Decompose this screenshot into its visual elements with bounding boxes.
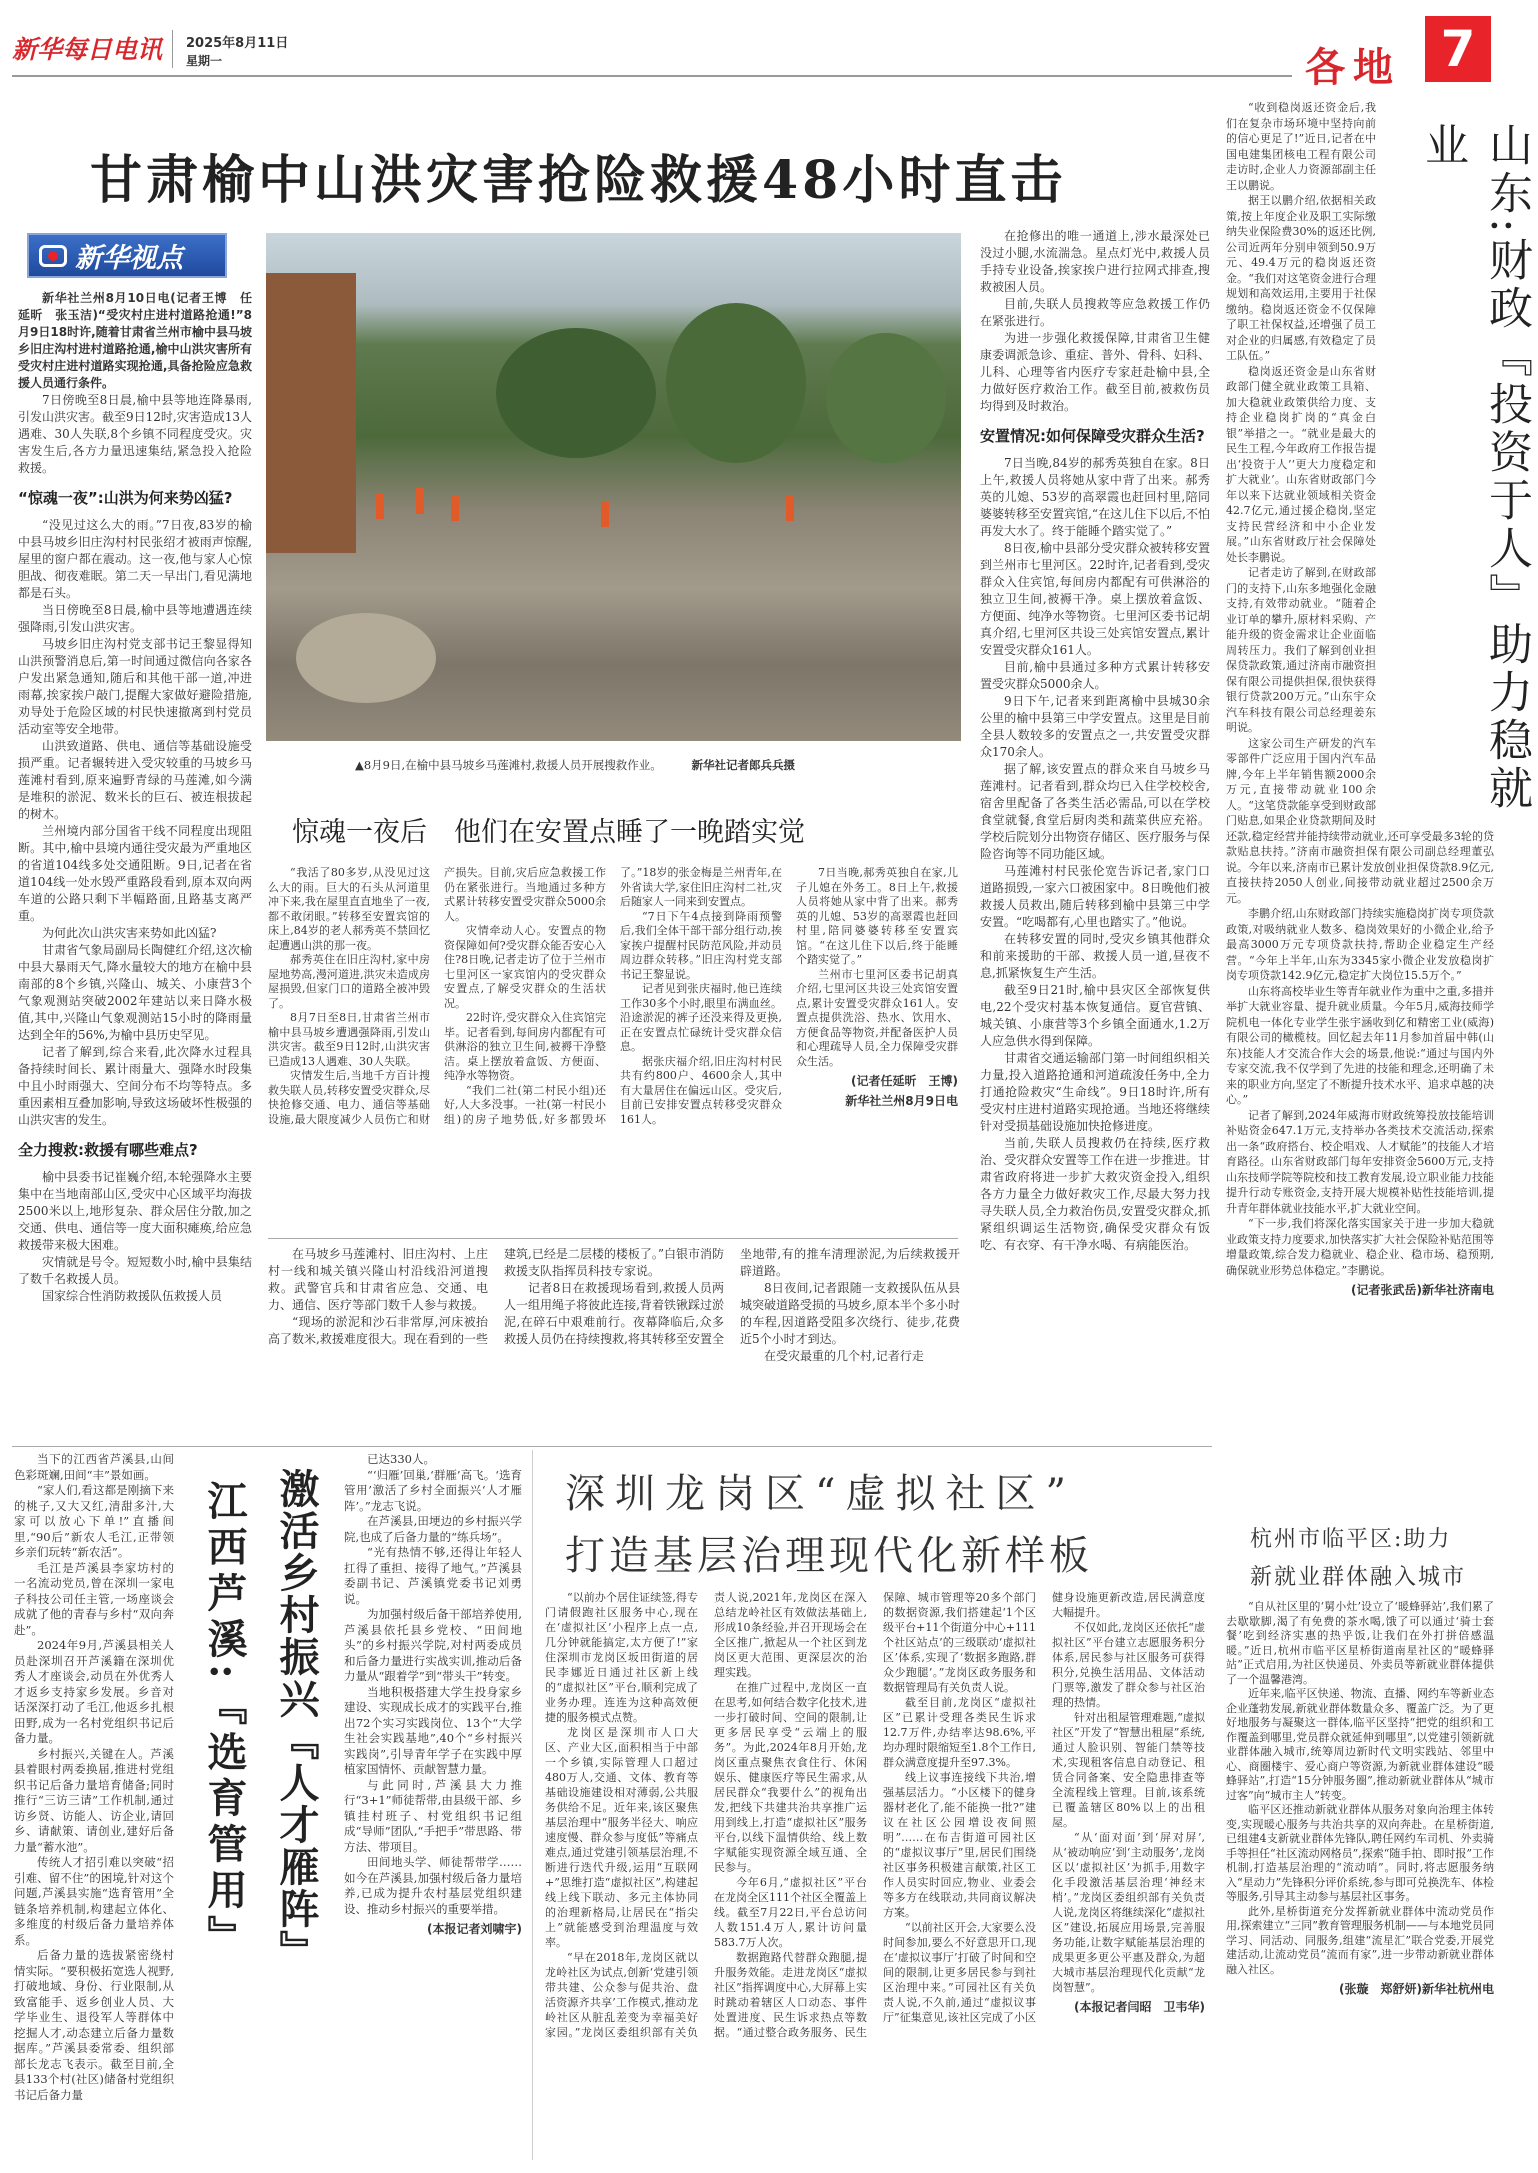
jiangxi-article-col1 xyxy=(14,1452,174,2103)
paragraph: 与此同时,芦溪县大力推行“3+1”师徒帮带,由县级干部、乡镇挂村班子、村党组织书记组成“导师”团队,“手把手”带思路、带方法、带项目。 xyxy=(344,1777,522,1854)
paragraph: 李鹏介绍,山东财政部门持续实施稳岗扩岗专项贷款政策,对吸纳就业人数多、稳岗效果好的小微企业,给予最高3000万元专项贷款扶持,帮助企业稳定生产经营。“今年上半年,山东为3345家小微企业发放稳岗扩岗专项贷款142.9亿元,稳定扩大岗位15.5万个。” xyxy=(1226,907,1494,982)
flood-rescue-photo xyxy=(266,233,961,741)
paragraph: 目前,失联人员搜救等应急救援工作仍在紧张进行。 xyxy=(980,297,1210,328)
paragraph: 为何此次山洪灾害来势如此凶猛? xyxy=(42,926,217,940)
paragraph: “以前办个居住证续签,得专门请假跑社区服务中心,现在在‘虚拟社区’小程序上点一点,几分钟就能搞定,太方便了!”家住深圳市龙岗区坂田街道的居民李娜近日通过社区新上线的“虚拟社区”平台,顺利完成了业务办理。连连为这种高效便捷的服务模式点赞。 xyxy=(545,1591,698,1724)
paragraph: 在转移安置的同时,受灾乡镇其他群众和前来援助的干部、救援人员一道,昼夜不息,抓紧恢复生产生活。 xyxy=(980,932,1210,980)
paragraph: “我活了80多岁,从没见过这么大的雨。巨大的石头从河道里冲下来,我在屋里直直地坐了一夜,都不敢闭眼。”转移至安置宾馆的床上,84岁的老人郝秀英不禁回忆起遭遇山洪的那一夜。 xyxy=(268,866,430,952)
badge-label: 新华视点 xyxy=(75,243,183,274)
paragraph: “没见过这么大的雨。”7日夜,83岁的榆中县马坡乡旧庄沟村村民张绍才被雨声惊醒,屋里的窗户都在震动。这一夜,他与家人心惊胆战、彻夜难眠。第二天一早出门,看见满地都是石头。 xyxy=(18,518,252,600)
paragraph: 8日夜间,记者跟随一支救援队伍从县城突破道路受损的马坡乡,原本半个多小时的车程,因道路受阻多次绕行、徒步,花费近5个小时才到达。 xyxy=(740,1281,960,1346)
feature-headline: 惊魂一夜后 他们在安置点睡了一晚踏实觉 xyxy=(292,817,805,848)
hangzhou-byline: (张璇 郑舒妍)新华社杭州电 xyxy=(1339,1982,1494,1996)
feature-byline: (记者任延昕 王博) xyxy=(851,1074,958,1088)
paragraph: “从‘面对面’到‘屏对屏’,从‘被动响应’到‘主动服务’,龙岗区以‘虚拟社区’为抓手,用数字化手段激活基层治理‘神经末梢’。”龙岗区委组织部有关负责人说,龙岗区将继续深化“虚拟社区”建设,拓展应用场景,完善服务功能,让数字赋能基层治理的成果更多更公平惠及群众,为超大城市基层治理现代化贡献“龙岗智慧”。 xyxy=(1052,1831,1205,1994)
paragraph: 2024年9月,芦溪县相关人员赴深圳召开芦溪籍在深圳优秀人才座谈会,动员在外优秀人才返乡支持家乡发展。乡音对话深深打动了毛江,他返乡扎根田野,成为一名村党组织书记后备力量。 xyxy=(14,1638,174,1745)
hangzhou-headline-line1: 杭州市临平区:助力 xyxy=(1250,1527,1452,1552)
paragraph: 郝秀英住在旧庄沟村,家中房屋地势高,漫河道进,洪灾未造成房屋损毁,但家门口的道路全被冲毁了。 xyxy=(268,953,430,1010)
paragraph: 近年来,临平区快递、物流、直播、网约车等新业态企业蓬勃发展,新就业群体数量众多、覆盖广泛。为了更好地服务与凝聚这一群体,临平区坚持“把党的组织和工作覆盖到哪里,党员群众就延伸到哪里”,以党建引领新就业群体融入城市,统筹周边新时代文明实践站、邻里中心、商圈楼宇、爱心商户等资源,为新就业群体建设“暖蜂驿站”,打造“15分钟服务圈”,推动新就业群体从“城市过客”向“城市主人”转变。 xyxy=(1226,1687,1494,1802)
paragraph: 7日当晚,郝秀英独自在家,儿子儿媳在外务工。8日上午,救援人员将她从家中背了出来。郝秀英的儿媳、53岁的高翠霞也赶回村里,陪同婆婆转移至安置宾馆。“在这儿住下以后,终于能睡个踏实觉了。” xyxy=(796,866,958,966)
jiangxi-title-line1: 江西芦溪:『选育管用』 xyxy=(201,1480,248,1961)
paragraph: 灾情发生后,当地千方百计搜救失联人员,转移安置受灾群众,尽快抢修交通、电力、通信等基础设施,最大限度减少人员伤亡和财产损失。目前,灾后应急救援工作仍在紧张进行。当地通过多种方式累计转移安置受灾群众5000余人。 xyxy=(268,866,606,1126)
jiangxi-article-col2 xyxy=(344,1452,522,1937)
paragraph: 这家公司生产研发的汽车零部件广泛应用于国内汽车品牌,今年上半年销售额2000余万元,直接带动就业100余人。“这笔贷款能享受到财政部门贴息,如果企业贷款期间及时还款,稳定经营并能持续带动就业,还可享受最多3轮的贷款贴息扶持。”济南市融资担保有限公司副总经理董弘说。今年以来,济南市已累计发放创业担保贷款8.9亿元,直接扶持2050人创业,间接带动就业超过2500余万元。 xyxy=(1226,736,1494,905)
paragraph: 截至9日21时,榆中县灾区全部恢复供电,22个受灾村基本恢复通信。夏官营镇、城关镇、小康营等3个乡镇全面通水,1.2万人应急供水得到保障。 xyxy=(980,983,1210,1048)
paragraph: 此外,星桥街道充分发挥新就业群体中流动党员作用,探索建立“三同”教育管理服务机制——与本地党员同学习、同活动、同服务,组建“流星汇”联合党委,开展党建活动,让流动党员“流而有家”,进一步带动新就业群体融入社区。 xyxy=(1226,1904,1494,1976)
page-number: 7 xyxy=(1440,20,1476,78)
paragraph: 已达330人。 xyxy=(367,1452,435,1466)
paragraph: 据张庆福介绍,旧庄沟村村民共有约800户、4600余人,其中有大量居住在偏远山区。受灾后,目前已安排安置点转移受灾群众161人。 xyxy=(620,1054,782,1126)
paragraph: 乡村振兴,关键在人。芦溪县着眼村两委换届,推进村党组织书记后备力量培育储备;同时推行“三访三请”工作机制,通过访乡贤、访能人、访企业,请回乡、请献策、请创业,建好后备力量“蓄水池”。 xyxy=(14,1746,174,1854)
shandong-byline: (记者张武岳)新华社济南电 xyxy=(1351,1283,1494,1297)
paragraph: 8日夜,榆中县部分受灾群众被转移安置到兰州市七里河区。22时许,记者看到,受灾群众入住宾馆,每间房内都配有可供淋浴的独立卫生间,被褥干净。桌上摆放着盒饭、方便面、纯净水等物资。七里河区委书记胡真介绍,七里河区共设三处宾馆安置点,累计安置受灾群众161人。 xyxy=(980,541,1210,657)
paragraph: 灾情牵动人心。安置点的物资保障如何?受灾群众能否安心入住?8日晚,记者走访了位于兰州市七里河区一家宾馆内的受灾群众安置点,了解受灾群众的生活状况。 xyxy=(444,924,606,1010)
photo-caption xyxy=(355,757,795,773)
paragraph: 临平区还推动新就业群体从服务对象向治理主体转变,实现暖心服务与共治共享的双向奔赴。在星桥街道,已组建4支新就业群体先锋队,聘任网约车司机、外卖骑手等担任“社区流动网格员”,探索“随手拍、即时报”工作机制,打造基层治理的“流动哨”。同时,将志愿服务纳入“星动力”先锋积分评价系统,参与即可兑换洗车、体检等服务,引导其主动参与基层社区事务。 xyxy=(1226,1803,1494,1903)
paragraph: 为加强村级后备干部培养使用,芦溪县依托县乡党校、“田间地头”的乡村振兴学院,对村两委成员和后备力量进行实战实训,推动后备力量从“跟着学”到“带头干”转变。 xyxy=(344,1607,522,1683)
paragraph: “家人们,看这都是刚摘下来的桃子,又大又红,清甜多汁,大家可以放心下单!”直播间里,“90后”新农人毛江,正带领乡亲们玩转“新农活”。 xyxy=(14,1483,174,1559)
date-divider xyxy=(172,30,173,68)
paragraph: 为进一步强化救援保障,甘肃省卫生健康委调派急诊、重症、普外、骨科、妇科、儿科、心理等省内医疗专家赶赴榆中县,全力做好医疗救治工作。截至目前,被救伤员均得到及时救治。 xyxy=(980,331,1210,413)
shenzhen-byline: (本报记者闫昭 卫韦华) xyxy=(1074,2000,1205,2014)
paragraph: “现场的淤泥和沙石非常厚,河床被抬高了数米,救援难度很大。现在看到的一些建筑,已经是二层楼的楼板了。”白银市消防救援支队指挥员科技专家说。 xyxy=(268,1247,724,1346)
main-article-right-column xyxy=(980,228,1210,1254)
main-article-left-column xyxy=(18,290,252,1305)
main-headline: 甘肃榆中山洪灾害抢险救援48小时直击 xyxy=(90,150,1067,211)
paragraph: 国家综合性消防救援队伍救援人员 xyxy=(42,1289,223,1303)
paragraph: 甘肃省交通运输部门第一时间组织相关力量,投入道路抢通和河道疏浚任务中,全力打通抢险救灾“生命线”。9日18时许,所有受灾村庄进村道路实现抢通。当地还将继续针对受损基础设施加快抢修进度。 xyxy=(980,1051,1210,1133)
paragraph: 当前,失联人员搜救仍在持续,医疗救治、受灾群众安置等工作在进一步推进。甘肃省政府将进一步扩大救灾资金投入,组织各方力量全力做好救灾工作,尽最大努力找寻失联人员,全力救治伤员,安置受灾群众,抓紧组织调运生活物资,确保受灾群众有饭吃、有衣穿、有干净水喝、有病能医治。 xyxy=(980,1136,1210,1252)
paragraph: 兰州市七里河区委书记胡真介绍,七里河区共设三处宾馆安置点,累计安置受灾群众161人。安置点提供洗浴、热水、饮用水、方便食品等物资,并配备医护人员和心理疏导人员,全力保障受灾群众生活。 xyxy=(796,967,958,1068)
newspaper-logo: 新华每日电讯 xyxy=(12,35,163,64)
paragraph: “收到稳岗返还资金后,我们在复杂市场环境中坚持向前的信心更足了!”近日,记者在中国电建集团核电工程有限公司走访时,企业人力资源部副主任王以鹏说。 xyxy=(1226,101,1376,192)
page-number-box xyxy=(1425,16,1491,82)
paragraph: 在抢修出的唯一通道上,涉水最深处已没过小腿,水流湍急。星点灯光中,救援人员手持专业设备,挨家挨户进行拉网式排查,搜救被困人员。 xyxy=(980,229,1210,294)
paragraph: 毛江是芦溪县李家坊村的一名流动党员,曾在深圳一家电子科技公司任主管,一场座谈会成就了他的青春与乡村“双向奔赴”。 xyxy=(14,1560,174,1637)
paragraph: 9日下午,记者来到距离榆中县城30余公里的榆中县第三中学安置点。这里是目前全县人数较多的安置点之一,共安置受灾群众170余人。 xyxy=(980,694,1210,759)
shandong-headline: 山东:财政『投资于人』助力稳就业 xyxy=(1417,122,1532,813)
paragraph: “以前社区开会,大家要么没时间参加,要么不好意思开口,现在‘虚拟议事厅’打破了时间和空间的限制,让更多居民参与到社区治理中来。”可园社区有关负责人说,不久前,通过“虚拟议事厅”征集意见,该社区完成了小区健身设施更新改造,居民满意度大幅提升。 xyxy=(883,1591,1205,2024)
hangzhou-headline-line2: 新就业群体融入城市 xyxy=(1250,1565,1467,1590)
paragraph: 稳岗返还资金是山东省财政部门健全就业政策工具箱、加大稳就业政策供给力度、支持企业稳岗扩岗的“真金白银”举措之一。“就业是最大的民生工程,今年政府工作报告提出‘投资于人’‘更大力度稳定和扩大就业’。山东省财政部门今年以来下达就业领域相关资金42.7亿元,通过援企稳岗,坚定支持民营经济和中小企业发展。”山东省财政厅社会保障处处长李鹏说。 xyxy=(1226,364,1376,564)
paragraph: 线上议事连接线下共治,增强基层活力。“小区楼下的健身器材老化了,能不能换一批?”建议在社区公园增设夜间照明”……在布吉街道可园社区的“虚拟议事厅”里,居民们围绕社区事务积极建言献策,社区工作人员实时回应,物业、业委会等多方在线联动,共同商议解决方案。 xyxy=(883,1771,1036,1919)
caption-text: ▲8月9日,在榆中县马坡乡马莲滩村,救援人员开展搜救作业。 xyxy=(355,758,662,772)
issue-date: 2025年8月11日 xyxy=(186,36,289,51)
paragraph: 8月7日至8日,甘肃省兰州市榆中县马坡乡遭遇强降雨,引发山洪灾害。截至9日12时,山洪灾害已造成13人遇难、30人失联。 xyxy=(268,1011,430,1068)
paragraph: 记者8日在救援现场看到,救援人员两人一组用绳子将彼此连接,背着铁锹踩过淤泥,在碎石中艰难前行。夜幕降临后,众多救援人员仍在持续搜救,将其转移至安置全坐地带,有的推车清理淤泥,为后续救援开辟道路。 xyxy=(504,1247,960,1346)
paragraph: 甘肃省气象局副局长陶健红介绍,这次榆中县大暴雨天气,降水量较大的地方在榆中县南部的8个乡镇,兴隆山、城关、小康营3个气象观测站突破2002年建站以来日降水极值,其中,兴隆山气象观测站15小时的降雨量达到全年的56%,为榆中县历史罕见。 xyxy=(18,943,252,1042)
paragraph: “我们二社(第二村民小组)还好,人大多没事。一社(第一村民小组)的房子地势低,好多都毁坏了。”18岁的张金梅是兰州青年,在外省读大学,家住旧庄沟村二社,灾后随家人一同来到安置点。 xyxy=(444,866,782,1126)
paragraph: 截至目前,龙岗区“虚拟社区”已累计受理各类民生诉求12.7万件,办结率达98.6%,平均办理时限缩短至1.8个工作日,群众满意度提升至97.3%。 xyxy=(883,1696,1036,1769)
xinhua-viewpoint-badge xyxy=(27,233,227,278)
shenzhen-headline-line1: 深圳龙岗区“虚拟社区” xyxy=(565,1471,1076,1517)
feature-body xyxy=(268,866,958,1127)
paragraph: 不仅如此,龙岗区还依托“虚拟社区”平台建立志愿服务积分体系,居民参与社区服务可获得积分,兑换生活用品、文体活动门票等,激发了群众参与社区治理的热情。 xyxy=(1052,1621,1205,1709)
paragraph: 当地积极搭建大学生投身家乡建设、实现成长成才的实践平台,推出72个实习实践岗位、13个“大学生社会实践基地”,40个“乡村振兴实践岗”,引导青年学子在实践中厚植家国情怀、贡献智慧力量。 xyxy=(344,1684,522,1776)
subheading: “惊魂一夜”:山洪为何来势凶猛? xyxy=(18,489,233,507)
paragraph: 榆中县委书记崔巍介绍,本轮强降水主要集中在当地南部山区,受灾中心区域平均海拔2500米以上,地形复杂、群众居住分散,加之交通、供电、通信等一度大面积瘫痪,给应急救援带来极大困难。 xyxy=(18,1170,252,1252)
paragraph: 兰州境内部分国省干线不同程度出现阻断。其中,榆中县境内通往受灾最为严重地区的省道104线多处交通阻断。9日,记者在省道104线一处水毁严重路段看到,原本双向两车道的公路只剩下半幅路面,且路基支离严重。 xyxy=(18,824,252,923)
jiangxi-divider xyxy=(532,1450,533,2160)
paragraph: 山洪致道路、供电、通信等基础设施受损严重。记者辗转进入受灾较重的马坡乡马莲滩村看到,原来遍野青绿的马莲滩,如今满是堆积的淤泥、数米长的巨石、被连根拔起的树木。 xyxy=(18,739,252,821)
paragraph: 记者走访了解到,在财政部门的支持下,山东多地强化金融支持,有效带动就业。“随着企业订单的攀升,原材料采购、产能升级的资金需求让企业面临周转压力。我们了解到创业担保贷款政策,通过济南市融资担保有限公司提供担保,很快获得银行贷款200万元。”山东宇众汽车科技有限公司总经理姜东明说。 xyxy=(1226,566,1376,734)
paragraph: 龙岗区是深圳市人口大区、产业大区,面积相当于中部一个乡镇,实际管理人口超过480万人,交通、文体、教育等基础设施建设相对薄弱,公共服务供给不足。近年来,该区聚焦基层治理中“服务半径大、响应速度慢、群众参与度低”等痛点难点,通过党建引领基层治理,不断进行迭代升级,运用“互联网+”思维打造“虚拟社区”,构建起线上线下联动、多元主体协同的治理新格局,让居民在“指尖上”就能感受到治理温度与效率。 xyxy=(545,1726,698,1949)
main-article-bottom-columns xyxy=(268,1246,960,1365)
jiangxi-title-line2: 激活乡村振兴『人才雁阵』 xyxy=(273,1468,320,1972)
paragraph: 当下的江西省芦溪县,山间色彩斑斓,田间“丰”景如画。 xyxy=(14,1452,174,1482)
headline-spacer xyxy=(1376,100,1494,820)
paragraph: 在马坡乡马莲滩村、旧庄沟村、上庄村一线和城关镇兴隆山村沿线沿河道搜救。武警官兵和甘肃省应急、交通、电力、通信、医疗等部门数千人参与救援。 xyxy=(268,1247,488,1312)
paragraph: 马莲滩村村民张伦宽告诉记者,家门口道路损毁,一家六口被困家中。8日晚他们被救援人员救出,随后转移到榆中县第三中学安置。“吃喝都有,心里也踏实了。”他说。 xyxy=(980,864,1210,929)
subheading: 全力搜救:救援有哪些难点? xyxy=(18,1141,198,1159)
feature-bottom-rule xyxy=(268,1238,958,1239)
jiangxi-byline: (本报记者刘啸宇) xyxy=(427,1922,522,1936)
masthead xyxy=(0,0,1500,90)
paragraph: “下一步,我们将深化落实国家关于进一步加大稳就业政策支持力度要求,加快落实扩大社会保险补贴范围等增量政策,综合发力稳就业、稳企业、稳市场、稳预期,确保就业形势总体稳定。”李鹏说。 xyxy=(1226,1217,1494,1277)
section-separator xyxy=(12,1446,1212,1447)
paragraph: 新华社兰州8月10日电(记者王博 任延昕 张玉洁)“受灾村庄进村道路抢通!”8月9日18时许,随着甘肃省兰州市榆中县马坡乡旧庄沟村进村道路抢通,榆中山洪灾害所有受灾村庄进村道路实现抢通,具备抢险应急救援人员通行条件。 xyxy=(18,291,252,390)
feature-article xyxy=(268,866,958,1127)
paragraph: 数据跑路代替群众跑腿,提升服务效能。走进龙岗区“虚拟社区”指挥调度中心,大屏幕上实时跳动着辖区人口动态、事件处置进度、民生诉求热点等数据。“通过整合政务服务、民生保障、城市管理等20多个部门的数据资源,我们搭建起‘1个区级平台+11个街道分中心+111个社区站点’的三级联动‘虚拟社区’体系,实现了‘数据多跑路,群众少跑腿’。”龙岗区政务服务和数据管理局有关负责人说。 xyxy=(714,1591,1036,2039)
paragraph: 后备力量的选拔紧密绕村情实际。“要积极拓宽选人视野,打破地域、身份、行业限制,从致富能手、返乡创业人员、大学毕业生、退役军人等群体中挖掘人才,动态建立后备力量数据库。”芦溪县委常委、组织部部长龙志飞表示。截至目前,全县133个村(社区)储备村党组织书记后备力量 xyxy=(14,1948,174,2102)
subheading: 安置情况:如何保障受灾群众生活? xyxy=(980,427,1205,445)
camera-icon xyxy=(39,245,67,267)
paragraph: 记者了解到,2024年威海市财政统筹投放技能培训补贴资金647.1万元,支持举办各类技术交流活动,探索出一条“政府搭台、校企唱戏、人才赋能”的技能人才培育路径。山东省财政部门每年安排资金5600万元,支持山东技师学院等院校和技工教育发展,设立职业能力技能提升行动专账资金,支持开展大规模补贴性技能培训,提升青年群体就业技能水平,扩大就业空间。 xyxy=(1226,1108,1494,1215)
paragraph: “自从社区里的‘舅小灶’设立了‘暖蜂驿站’,我们累了去歇歇脚,渴了有免费的茶水喝,饿了可以通过‘骑士套餐’吃到经济实惠的热乎饭,让我们在外打拼倍感温暖。”近日,杭州市临平区星桥街道南星社区的“暖蜂驿站”正式启用,为社区快递员、外卖员等新就业群体提供了一个温馨港湾。 xyxy=(1226,1600,1494,1686)
paragraph: 在受灾最重的几个村,记者行走 xyxy=(764,1349,924,1363)
paragraph: 据了解,该安置点的群众来自马坡乡马莲滩村。记者看到,群众均已入住学校校舍,宿舍里配备了各类生活必需品,可以在学校食堂就餐,食堂后厨肉类和蔬菜供应充裕。学校后院划分出物资存储区、医疗服务与保险咨询等不同功能区域。 xyxy=(980,762,1210,861)
paragraph: 在芦溪县,田埂边的乡村振兴学院,也成了后备力量的“练兵场”。 xyxy=(344,1514,522,1544)
issue-weekday: 星期一 xyxy=(186,54,223,68)
paragraph: 针对出租屋管理难题,“虚拟社区”开发了“智慧出租屋”系统,通过人脸识别、智能门禁等技术,实现租客信息自动登记、租赁合同备案、安全隐患排查等全流程线上管理。目前,该系统已覆盖辖区80%以上的出租屋。 xyxy=(1052,1711,1205,1829)
photo-credit: 新华社记者郎兵兵摄 xyxy=(691,758,795,772)
paragraph: 22时许,受灾群众入住宾馆完毕。记者看到,每间房内都配有可供淋浴的独立卫生间,被褥干净整洁。桌上摆放着盒饭、方便面、纯净水等物资。 xyxy=(444,1011,606,1082)
paragraph: 马坡乡旧庄沟村党支部书记王黎显得知山洪预警消息后,第一时间通过微信向各家各户发出紧急通知,随后和其他干部一道,冲进雨幕,挨家挨户敲门,提醒大家做好避险措施,劝导处于危险区域的村民快速撤离到村党员活动室等安全地带。 xyxy=(18,637,252,736)
paragraph: 传统人才招引难以突破“招引难、留不住”的困境,针对这个问题,芦溪县实施“选育管用”全链条培养机制,构建起立体化、多维度的村级后备力量培养体系。 xyxy=(14,1855,174,1947)
paragraph: 田间地头学、师徒帮带学……如今在芦溪县,加强村级后备力量培养,已成为提升农村基层党组织建设、推动乡村振兴的重要举措。 xyxy=(344,1855,522,1916)
section-name: 各地 xyxy=(1305,44,1401,91)
shenzhen-headline-line2: 打造基层治理现代化新样板 xyxy=(565,1533,1093,1579)
paragraph: 据王以鹏介绍,依据相关政策,按上年度企业及职工实际缴纳失业保险费30%的返还比例,公司近两年分别申领到50.9万元、49.4万元的稳岗返还资金。“我们对这笔资金进行合理规划和高效运用,主要用于社保缴纳。稳岗返还资金不仅保障了职工社保权益,还增强了员工对企业的归属感,有效稳定了员工队伍。” xyxy=(1226,194,1376,362)
paragraph: 记者了解到,综合来看,此次降水过程具备持续时间长、累计雨量大、强降水时段集中且小时雨强大、空间分布不均等特点。多重因素相互叠加影响,导致这场破坏性极强的山洪灾害的发生。 xyxy=(18,1045,252,1127)
paragraph: 今年6月,“虚拟社区”平台在龙岗全区111个社区全覆盖上线。截至7月22日,平台总访问人数151.4万人,累计访问量583.7万人次。 xyxy=(714,1876,867,1949)
paragraph: 记者见到张庆福时,他已连续工作30多个小时,眼里布满血丝。沿途淤泥的裤子还没来得及更换,正在安置点忙碌统计受灾群众信息。 xyxy=(620,982,782,1053)
shandong-article xyxy=(1226,100,1494,1298)
paragraph: 目前,榆中县通过多种方式累计转移安置受灾群众5000余人。 xyxy=(980,660,1210,691)
paragraph: 7日当晚,84岁的郝秀英独自在家。8日上午,救援人员将她从家中背了出来。郝秀英的儿媳、53岁的高翠霞也赶回村里,陪同婆婆转移至安置宾馆,“在这儿住下以后,不怕再发大水了。终于能睡个踏实觉了。” xyxy=(980,456,1210,538)
paragraph: “7日下午4点接到降雨预警后,我们全体干部干部分组行动,挨家挨户提醒村民防范风险,并动员周边群众转移。”旧庄沟村党支部书记王黎显说。 xyxy=(620,909,782,981)
shenzhen-article xyxy=(545,1590,1205,2040)
paragraph: “光有热情不够,还得让年轻人扛得了重担、接得了地气。”芦溪县委副书记、芦溪镇党委书记刘勇说。 xyxy=(344,1545,522,1606)
feature-dateline: 新华社兰州8月9日电 xyxy=(845,1094,958,1108)
paragraph: 在推广过程中,龙岗区一直在思考,如何结合数字化技术,进一步打破时间、空间的限制,让更多居民享受“云端上的服务”。为此,2024年8月开始,龙岗区重点聚焦衣食住行、休闲娱乐、健康医疗等民生需求,从居民群众“我要什么”的视角出发,把线下共建共治共享推广运用到线上,打造“虚拟社区”服务平台,以线下温情供给、线上数字赋能实现资源全域互通、全民参与。 xyxy=(714,1681,867,1874)
paragraph: “早在2018年,龙岗区就以龙岭社区为试点,创新‘党建引领带共建、公众参与促共治、盘活资源齐共享’工作模式,推动龙岭社区从脏乱差变为幸福美好家园。”龙岗区委组织部有关负责人说,2021年,龙岗区在深入总结龙岭社区有效做法基础上,形成10条经验,并召开现场会在全区推广,掀起从一个社区到龙岗区更大范围、更深层次的治理实践。 xyxy=(545,1591,867,2039)
paragraph: 灾情就是号令。短短数小时,榆中县集结了数千名救援人员。 xyxy=(18,1255,252,1286)
paragraph: 山东将高校毕业生等青年就业作为重中之重,多措并举扩大就业容量、提升就业质量。今年5月,威海技师学院机电一体化专业学生张宇涵收到亿和精密工业(威海)有限公司的橄榄枝。回忆起去年11月参加首届中韩(山东)技能人才交流合作大会的场景,他说:“通过与国内外专家交流,我不仅学到了先进的技能和理念,还明确了未来的职业方向,坚定了不断提升技术水平、追求卓越的决心。” xyxy=(1226,984,1494,1106)
paragraph: 当日傍晚至8日晨,榆中县等地遭遇连续强降雨,引发山洪灾害。 xyxy=(18,603,252,634)
paragraph: 7日傍晚至8日晨,榆中县等地连降暴雨,引发山洪灾害。截至9日12时,灾害造成13人遇难、30人失联,8个乡镇不同程度受灾。灾害发生后,各方力量迅速集结,紧急投入抢险救援。 xyxy=(18,393,252,475)
paragraph: “‘归雁’回巢,‘群雁’高飞。‘选育管用’激活了乡村全面振兴‘人才雁阵’。”龙志飞说。 xyxy=(344,1467,522,1513)
hangzhou-article xyxy=(1226,1600,1494,1997)
header-rule xyxy=(12,75,1292,77)
